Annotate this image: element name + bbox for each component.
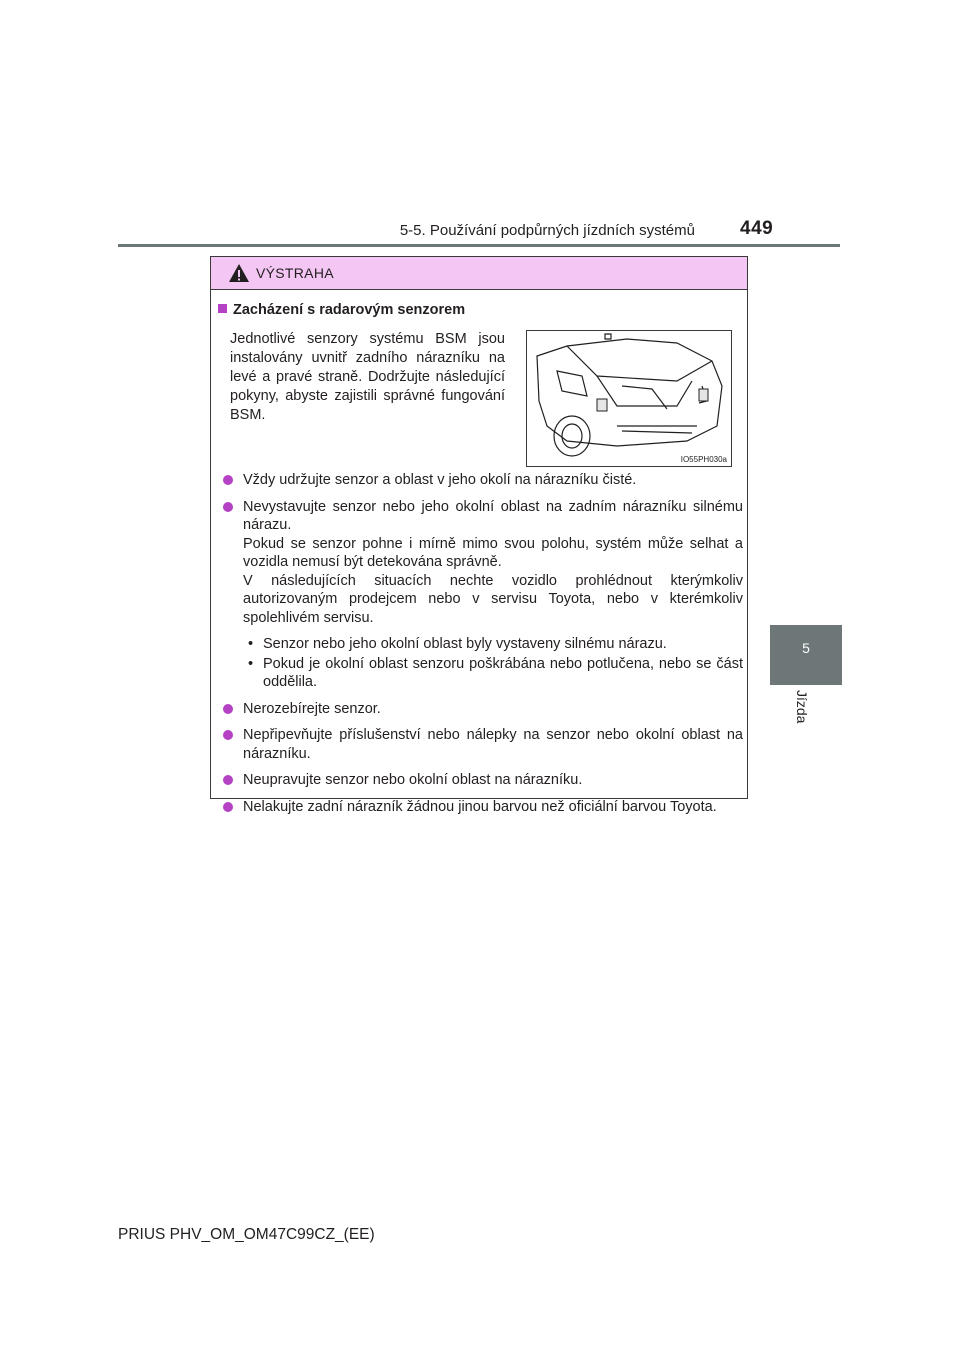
- bullet-item: [218, 726, 743, 763]
- bullet-item: [218, 700, 743, 719]
- bullet-list: [218, 471, 743, 824]
- chapter-tab: 5: [770, 625, 842, 685]
- sub-item-text: Senzor nebo jeho okolní oblast byly vystaveny silnému nárazu.: [263, 636, 667, 652]
- bullet-dot-icon: [223, 802, 233, 812]
- car-rear-drawing: [527, 331, 732, 467]
- figure-code: IO55PH030a: [680, 455, 727, 464]
- sub-item-text: Pokud je okolní oblast senzoru poškrábána nebo potlučena, nebo se část oddělila.: [263, 655, 743, 690]
- bullet-text: Nerozebírejte senzor.: [243, 700, 381, 717]
- bullet-dot-icon: [223, 775, 233, 785]
- intro-text: Jednotlivé senzory systému BSM jsou instalovány uvnitř zadního nárazníku na levé a pravé straně. Dodržujte následující pokyny, abyste zajistili správné fungování BSM.: [230, 331, 505, 423]
- bullet-text: Neupravujte senzor nebo okolní oblast na nárazníku.: [243, 772, 583, 788]
- sub-list: [243, 635, 743, 692]
- page-number: 449: [740, 218, 774, 239]
- bullet-dot-icon: [223, 730, 233, 740]
- car-rear-illustration: [526, 330, 732, 467]
- header-rule: [118, 244, 840, 247]
- bullet-text: V následujících situacích nechte vozidlo prohlédnout kterýmkoliv autorizovaným prodejcem nebo v servisu Toyota, nebo v kterémkoliv spolehlivém servisu.: [243, 572, 743, 626]
- sub-item: [243, 635, 743, 654]
- sub-bullet-mark: •: [248, 655, 254, 672]
- warning-triangle-icon: [228, 263, 250, 283]
- header-section-title: 5-5. Používání podpůrných jízdních systémů: [399, 222, 695, 239]
- bullet-text: Nevystavujte senzor nebo jeho okolní oblast na zadním nárazníku silnému nárazu.: [243, 498, 743, 533]
- bullet-item: [218, 798, 743, 817]
- bullet-dot-icon: [223, 704, 233, 714]
- bullet-dot-icon: [223, 502, 233, 512]
- chapter-label: Jízda: [794, 690, 810, 724]
- footer-doc-code: PRIUS PHV_OM_OM47C99CZ_(EE): [118, 1226, 375, 1243]
- sub-bullet-mark: •: [248, 636, 254, 652]
- bullet-text: Nelakujte zadní nárazník žádnou jinou barvou než oficiální barvou Toyota.: [243, 798, 717, 815]
- section-heading-text: Zacházení s radarovým senzorem: [233, 302, 466, 318]
- bullet-text: Vždy udržujte senzor a oblast v jeho okolí na nárazníku čisté.: [243, 472, 637, 488]
- bullet-text: Pokud se senzor pohne i mírně mimo svou polohu, systém může selhat a vozidla nemusí být detekována správně.: [243, 535, 743, 570]
- bullet-item: [218, 471, 743, 490]
- bullet-item: [218, 498, 743, 628]
- sub-item: [243, 655, 743, 692]
- section-heading: [218, 302, 465, 318]
- warning-header: [211, 257, 747, 290]
- bullet-item: [218, 771, 743, 790]
- warning-title: VÝSTRAHA: [256, 265, 334, 281]
- bullet-dot-icon: [223, 475, 233, 485]
- square-bullet-icon: [218, 304, 227, 313]
- bullet-text: Nepřipevňujte příslušenství nebo nálepky na senzor nebo okolní oblast na nárazníku.: [243, 727, 743, 762]
- warning-box: [210, 256, 748, 815]
